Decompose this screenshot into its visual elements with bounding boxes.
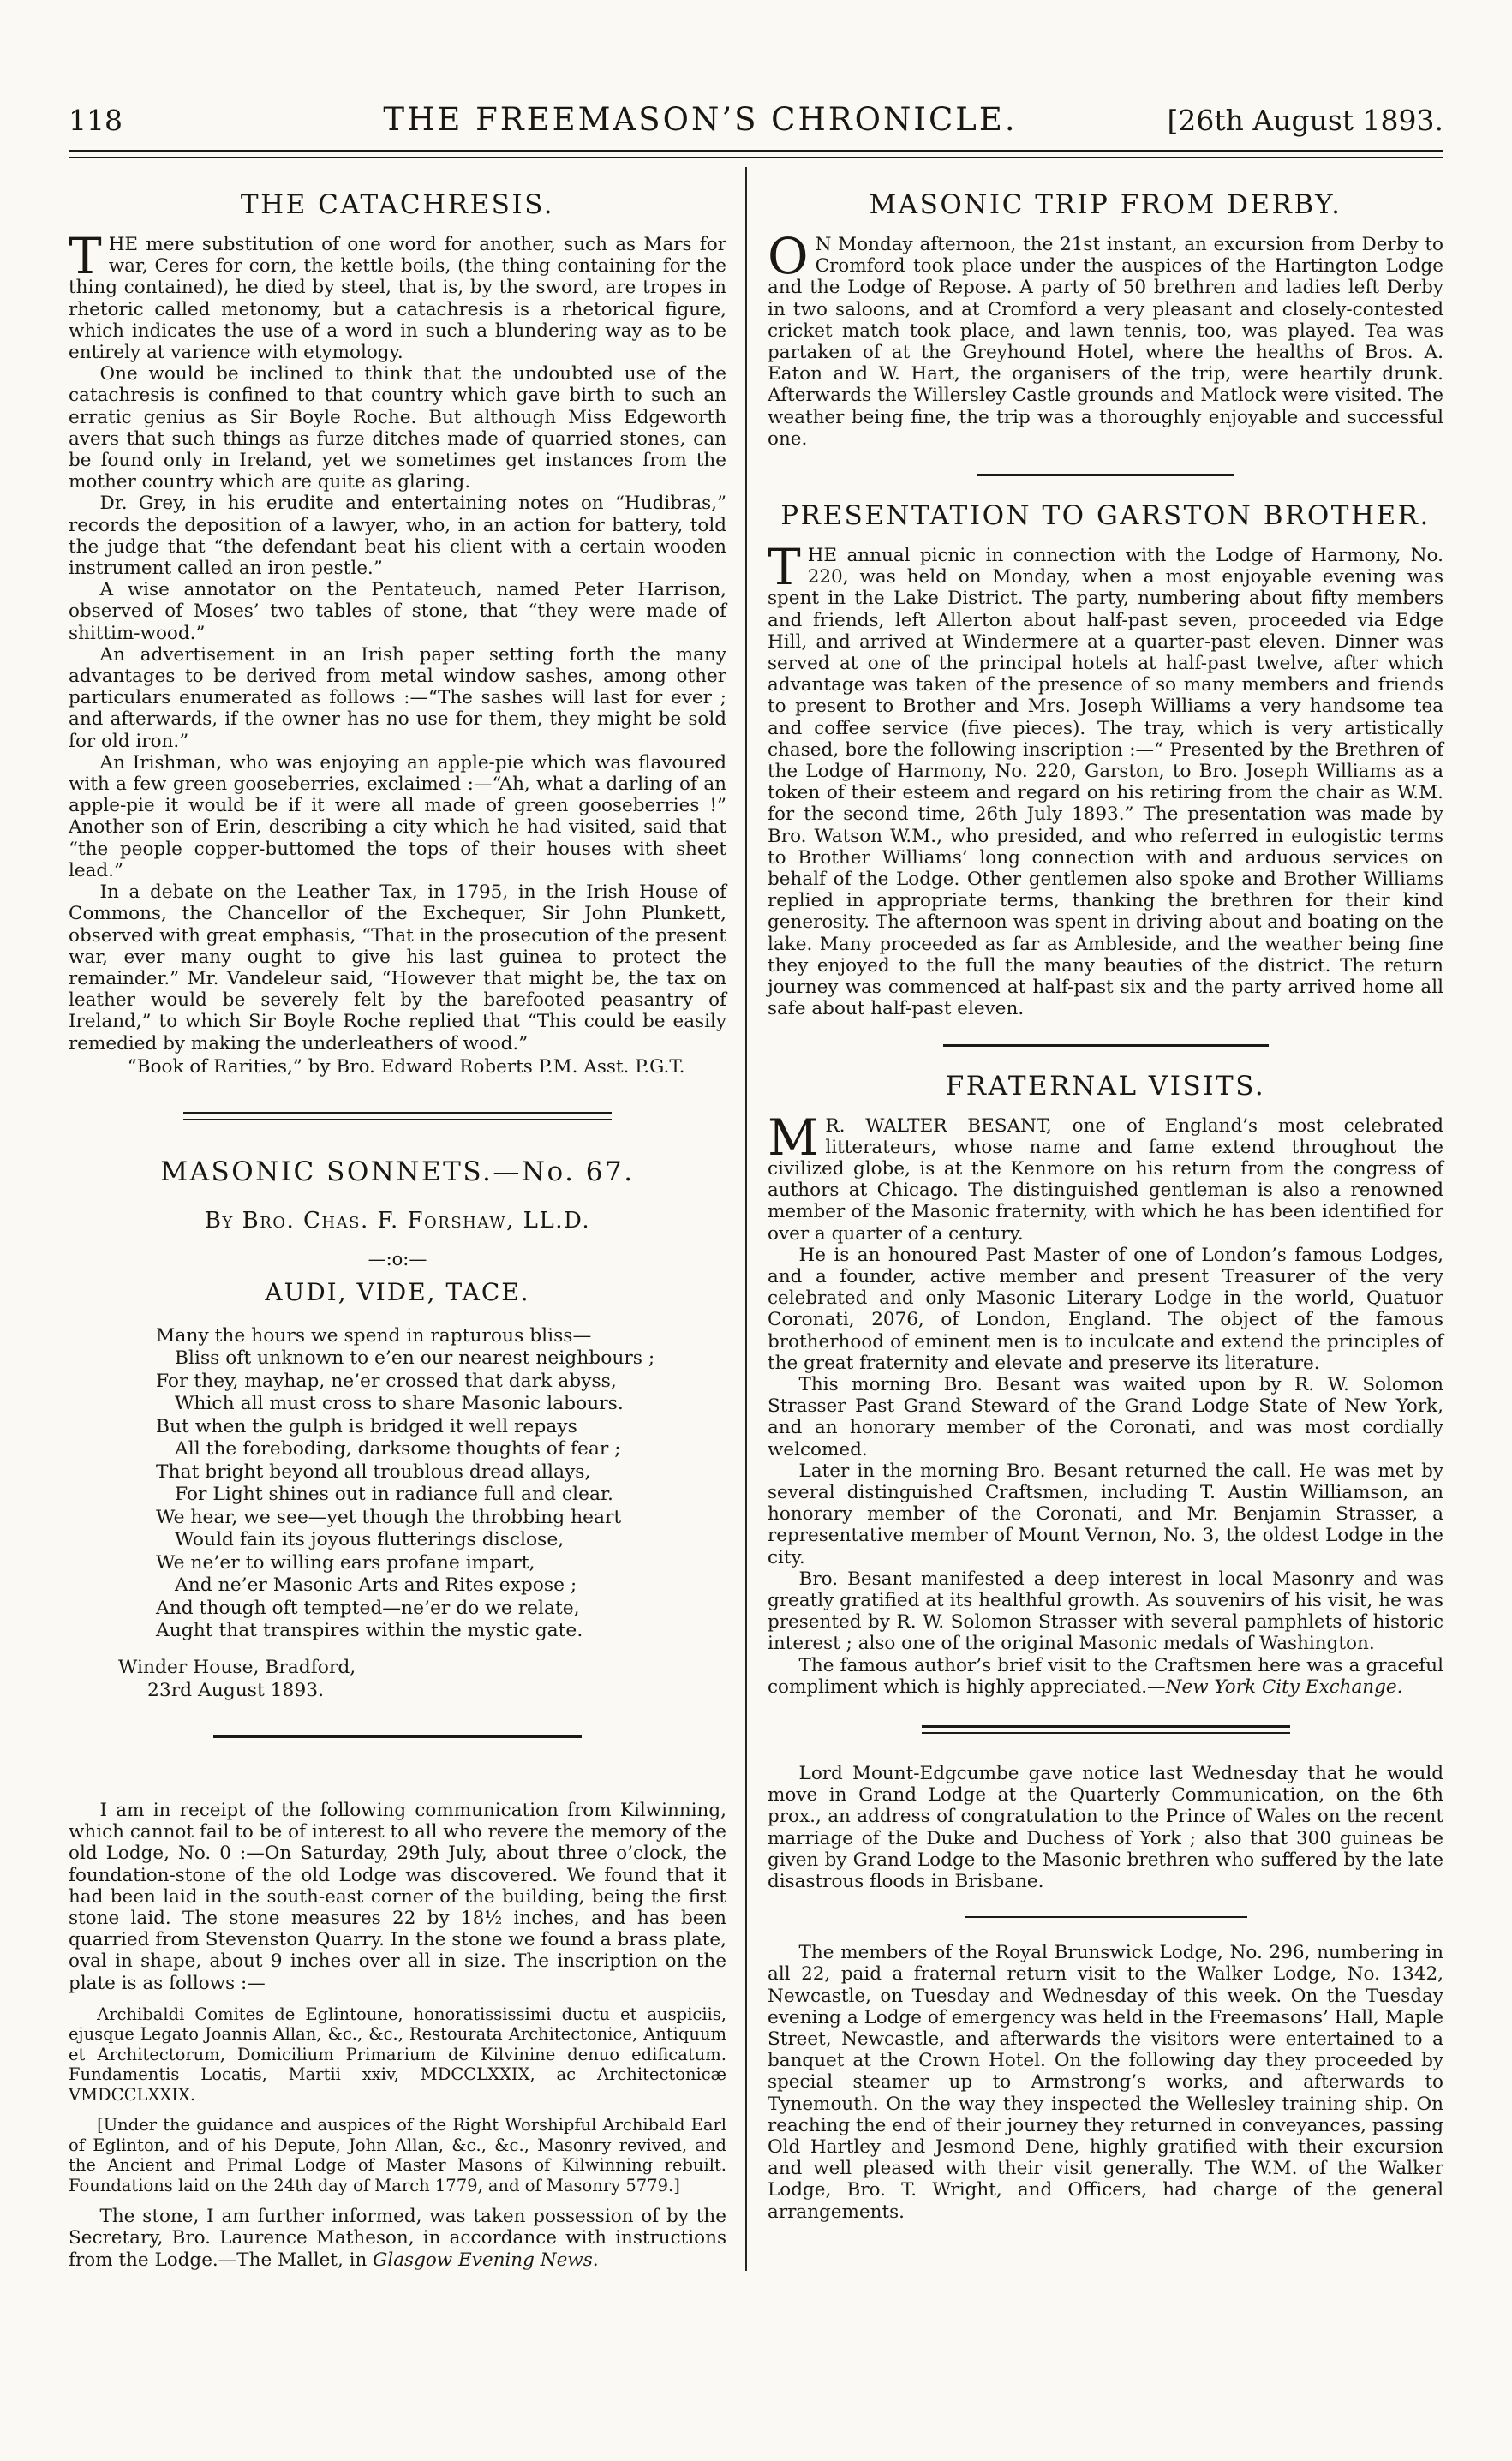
- article-catachresis: [69, 189, 726, 1078]
- paragraph-text: HE annual picnic in connection with the Lodge of Harmony, No. 220, was held on Monday, when a most enjoyable evening was spent in the Lake District. The party, numbering about fifty members and friends, left Allerton about half-past seven, proceeded via Edge Hill, and arrived at Windermere at a quarter-past eleven. Dinner was served at one of the principal hotels at half-past twelve, after which advantage was taken of the presence of so many members and friends to present to Brother and Mrs. Joseph Williams a very handsome tea and coffee service (five pieces). The tray, which is very artistically chased, bore the following inscription :—“ Presented by the Brethren of the Lodge of Harmony, No. 220, Garston, to Bro. Joseph Williams as a token of their esteem and regard on his retiring from the chair as W.M. for the second time, 26th July 1893.” The presentation was made by Bro. Watson W.M., who presided, and who referred in eulogistic terms to Brother Williams’ long connection with and arduous services on behalf of the Lodge. Other gentlemen also spoke and Brother Williams replied in appropriate terms, thanking the brethren for their kind generosity. The afternoon was spent in driving about and boating on the lake. Many proceeded as far as Ambleside, and the weather being fine they enjoyed to the full the many beauties of the district. The return journey was commenced at half-past six and the party arrived home all safe about half-past eleven.: [768, 545, 1443, 1020]
- poem-line: Bliss oft unknown to e’en our nearest neighbours ;: [175, 1347, 655, 1370]
- issue-date: [26th August 1893.: [1167, 104, 1443, 137]
- poem-line: And ne’er Masonic Arts and Rites expose ;: [175, 1574, 577, 1597]
- notice-mount-edgcumbe: [768, 1763, 1443, 1892]
- paragraph: [768, 1108, 1443, 1245]
- paragraph: A wise annotator on the Pentateuch, named Peter Harrison, observed of Moses’ two tables of stone, that “they were made of shittim-wood.”: [69, 579, 726, 644]
- poem-line: Would fain its joyous flutterings disclose,: [175, 1529, 565, 1551]
- inscription-translation: [Under the guidance and auspices of the Right Worshipful Archibald Earl of Eglinton, and of his Depute, John Allan, &c., &c., Masonry revived, and the Ancient and Primal Lodge of Master Masons of Kilwinning rebuilt. Foundations laid on the 24th day of March 1779, and of Masonry 5779.]: [69, 2115, 726, 2195]
- sonnet-heading: MASONIC SONNETS.—No. 67.: [160, 1156, 635, 1187]
- poem-line: That bright beyond all troublous dread allays,: [156, 1460, 591, 1483]
- garston-heading: PRESENTATION TO GARSTON BROTHER.: [780, 500, 1431, 532]
- paragraph: [768, 227, 1443, 450]
- paragraph: An Irishman, who was enjoying an apple-pie which was flavoured with a few green gooseberries, exclaimed :—“Ah, what a darling of an apple-pie it would be if it were all made of green gooseberries !” Another son of Erin, describing a city which he had visited, said that “the people copper-buttomed the tops of their houses with sheet lead.”: [69, 751, 726, 881]
- paragraph: The members of the Royal Brunswick Lodge, No. 296, numbering in all 22, paid a fraternal return visit to the Walker Lodge, No. 1342, Newcastle, on Tuesday and Wednesday of this week. On the Tuesday evening a Lodge of emergency was held in the Freemasons’ Hall, Maple Street, Newcastle, and afterwards the visitors were entertained to a banquet at the Crown Hotel. On the following day they proceeded by special steamer up to Armstrong’s works, and afterwards to Tynemouth. On the way they inspected the Wellesley training ship. On reaching the end of their journey they returned in conveyances, passing Old Hartley and Jesmond Dene, highly gratified with their excursion and well pleased with their visit generally. The W.M. of the Walker Lodge, Bro. T. Wright, and Officers, had charge of the general arrangements.: [768, 1942, 1443, 2223]
- spacer: [69, 1771, 726, 1800]
- poem-line: But when the gulph is bridged it well repays: [156, 1415, 577, 1437]
- paragraph-text: R. WALTER BESANT, one of England’s most celebrated litterateurs, whose name and fame extend throughout the civilized globe, is at the Kenmore on his return from the congress of authors at Chicago. The distinguished gentleman is also a renowned member of the Masonic fraternity, with which he has been identified for over a quarter of a century.: [768, 1114, 1443, 1245]
- article-kilwinning-letter: [69, 1800, 726, 2271]
- notice-royal-brunswick: [768, 1942, 1443, 2223]
- paragraph-text: The famous author’s brief visit to the Craftsmen here was a graceful compliment which is highly appreciated.—: [768, 1654, 1443, 1698]
- poem-line: For Light shines out in radiance full and clear.: [175, 1484, 613, 1506]
- paragraph: Later in the morning Bro. Besant returned the call. He was met by several distinguished Craftsmen, including T. Austin Williamson, an honorary member of the Coronati, and Mr. Benjamin Strasser, a representative member of Mount Vernon, No. 3, the oldest Lodge in the city.: [768, 1460, 1443, 1568]
- paragraph: An advertisement in an Irish paper setting forth the many advantages to be derived from metal window sashes, among other particulars enumerated as follows :—“The sashes will last for ever ; and afterwards, if the owner has no use for them, they might be sold for old iron.”: [69, 643, 726, 752]
- article-garston-presentation: [768, 500, 1443, 1019]
- catachresis-heading: THE CATACHRESIS.: [240, 189, 555, 220]
- paragraph: Bro. Besant manifested a deep interest in local Masonry and was greatly gratified at its healthful growth. As souvenirs of his visit, he was presented by R. W. Solomon Strasser with several pamphlets of historic interest ; also one of the original Masonic medals of Washington.: [768, 1568, 1443, 1655]
- left-column: [69, 167, 745, 2271]
- paragraph-text: The stone, I am further informed, was taken possession of by the Secretary, Bro. Laurence Matheson, in accordance with instructions from the Lodge.—The Mallet, in: [69, 2206, 726, 2271]
- page-header: [69, 0, 1443, 138]
- poem-line: All the foreboding, darksome thoughts of fear ;: [175, 1438, 621, 1460]
- source-citation: Glasgow Evening News.: [373, 2249, 599, 2271]
- paragraph: In a debate on the Leather Tax, in 1795, in the Irish House of Commons, the Chancellor of the Exchequer, Sir John Plunkett, observed with great emphasis, “That in the prosecution of the present war, ever many ought to give his last guinea to protect the remainder.” Mr. Vandeleur said, “However that might be, the tax on leather would be severely felt by the barefooted peasantry of Ireland,” to which Sir Boyle Roche replied that “This could be easily remedied by making the underleathers of wood.”: [69, 881, 726, 1054]
- paragraph-text: N Monday afternoon, the 21st instant, an excursion from Derby to Cromford took place under the auspices of the Hartington Lodge and the Lodge of Repose. A party of 50 brethren and ladies left Derby in two saloons, and at Cromford a very pleasant and closely-contested cricket match took place, and lawn tennis, too, was played. Tea was partaken of at the Greyhound Hotel, where the healths of Bros. A. Eaton and W. Hart, the organisers of the trip, were heartily drunk. Afterwards the Willersley Castle grounds and Matlock were visited. The weather being fine, the trip was a thoroughly enjoyable and successful one.: [768, 234, 1443, 450]
- masthead-title: THE FREEMASON’S CHRONICLE.: [383, 101, 1018, 138]
- paragraph: I am in receipt of the following communication from Kilwinning, which cannot fail to be of interest to all who revere the memory of the old Lodge, No. 0 :—On Saturday, 29th July, about three o’clock, the foundation-stone of the old Lodge was discovered. We found that it had been laid in the south-east corner of the building, being the first stone laid. The stone measures 22 by 18½ inches, and has been quarried from Stevenston Quarry. In the stone we found a brass plate, oval in shape, about 9 inches over all in size. The inscription on the plate is as follows :—: [69, 1799, 726, 1994]
- paragraph: Lord Mount-Edgcumbe gave notice last Wednesday that he would move in Grand Lodge at the Quarterly Communication, on the 6th prox., an address of congratulation to the Prince of Wales on the recent marriage of the Duke and Duchess of York ; also that 300 guineas be given by Grand Lodge to the Masonic brethren who suffered by the late disastrous floods in Brisbane.: [768, 1762, 1443, 1892]
- derby-heading: MASONIC TRIP FROM DERBY.: [869, 189, 1342, 220]
- latin-inscription: Archibaldi Comites de Eglintoune, honoratississimi ductu et auspiciis, ejusque Legato Joannis Allan, &c., &c., Restourata Architectonice, Antiquum et Architectorum, Domicilium Primarium de Kilvinine denuo edificatum. Fundamentis Locatis, Martii xxiv, MDCCLXXIX, ac Architectonicæ VMDCCLXXIX.: [69, 2004, 726, 2105]
- article-sonnet: [69, 1156, 726, 1701]
- drop-cap: T: [69, 227, 102, 285]
- sonnet-byline: By Bro. Chas. F. Forshaw, LL.D.: [204, 1207, 591, 1233]
- signature-address: Winder House, Bradford,: [118, 1656, 356, 1678]
- section-divider: [965, 1916, 1247, 1918]
- drop-cap: M: [768, 1108, 819, 1167]
- right-column: [747, 167, 1443, 2271]
- poem-line: And though oft tempted—ne’er do we relate,: [156, 1597, 580, 1619]
- section-divider: [977, 474, 1234, 476]
- article-derby-trip: [768, 189, 1443, 450]
- poem-line: Many the hours we spend in rapturous bliss—: [156, 1324, 592, 1347]
- paragraph: [69, 227, 726, 364]
- poem-line: Aught that transpires within the mystic gate.: [156, 1620, 583, 1642]
- section-divider: [183, 1112, 612, 1120]
- ornament-rule: —:o:—: [368, 1248, 427, 1269]
- section-divider: [922, 1725, 1290, 1734]
- paragraph: This morning Bro. Besant was waited upon by R. W. Solomon Strasser Past Grand Steward of the Grand Lodge State of New York, and an honorary member of the Coronati, and was most cordially welcomed.: [768, 1373, 1443, 1460]
- poem-line: Which all must cross to share Masonic labours.: [175, 1393, 624, 1415]
- fraternal-heading: FRATERNAL VISITS.: [945, 1070, 1266, 1102]
- attribution-line: “Book of Rarities,” by Bro. Edward Roberts P.M. Asst. P.G.T.: [127, 1055, 685, 1078]
- sonnet-subtitle: AUDI, VIDE, TACE.: [265, 1277, 530, 1306]
- poem-line: We ne’er to willing ears profane impart,: [156, 1551, 535, 1574]
- section-divider: [213, 1735, 582, 1738]
- article-fraternal-visits: [768, 1071, 1443, 1698]
- signature-date: 23rd August 1893.: [147, 1679, 325, 1701]
- paragraph: [768, 538, 1443, 1020]
- drop-cap: O: [768, 227, 809, 285]
- sonnet-poem: [156, 1325, 726, 1643]
- paragraph: Dr. Grey, in his erudite and entertaining notes on “Hudibras,” records the deposition of a lawyer, who, in an action for battery, told the judge that “the defendant beat his client with a certain wooden instrument called an iron pestle.”: [69, 493, 726, 580]
- paragraph: [69, 2206, 726, 2271]
- poem-line: We hear, we see—yet though the throbbing heart: [156, 1506, 622, 1528]
- paragraph: He is an honoured Past Master of one of London’s famous Lodges, and a founder, active member and present Treasurer of the very celebrated and only Masonic Literary Lodge in the world, Quatuor Coronati, 2076, of London, England. The object of the famous brotherhood of eminent men is to inculcate and extend the principles of the great fraternity and elevate and preserve its literature.: [768, 1244, 1443, 1374]
- header-rule: [69, 150, 1443, 158]
- paragraph: [768, 1655, 1443, 1698]
- paragraph-text: HE mere substitution of one word for another, such as Mars for war, Ceres for corn, the kettle boils, (the thing containing for the thing contained), he died by steel, that is, by the sword, are tropes in rhetoric called metonomy, but a catachresis is a rhetorical figure, which indicates the use of a word in such a blundering way as to be entirely at varience with etymology.: [69, 234, 726, 364]
- section-divider: [943, 1044, 1269, 1047]
- page-columns: [69, 167, 1443, 2271]
- poem-line: For they, mayhap, ne’er crossed that dark abyss,: [156, 1370, 617, 1392]
- source-citation: New York City Exchange.: [1165, 1676, 1403, 1698]
- paragraph: One would be inclined to think that the undoubted use of the catachresis is confined to that country which gave birth to such an erratic genius as Sir Boyle Roche. But although Miss Edgeworth avers that such things as furze ditches made of quarried stones, can be found only in Ireland, yet we sometimes get instances from the mother country which are quite as glaring.: [69, 363, 726, 493]
- page-number: 118: [69, 104, 123, 137]
- drop-cap: T: [768, 538, 801, 597]
